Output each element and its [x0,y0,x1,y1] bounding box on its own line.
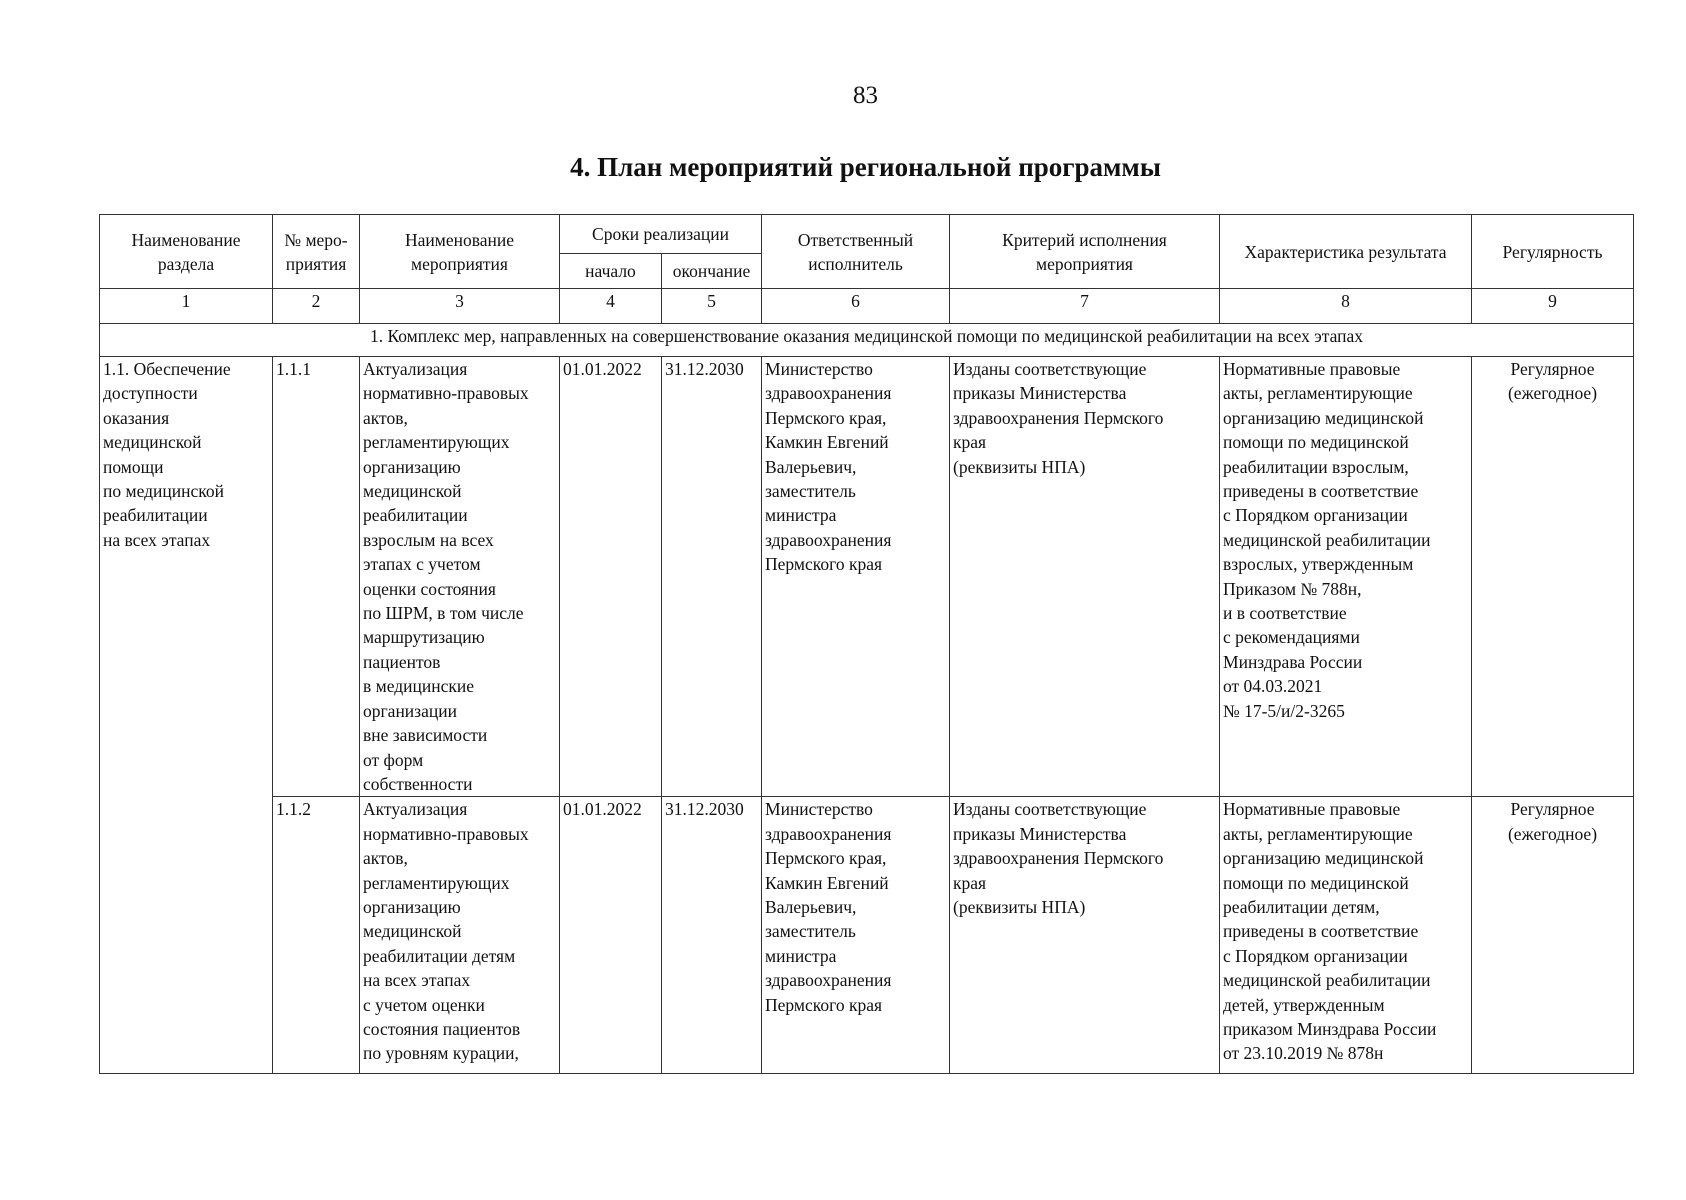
table-row [100,797,1634,1074]
column-number: 4 [560,289,662,324]
subsection-name: 1.1. Обеспечение доступности оказания медицинской помощи по медицинской реабилитации на всех этапах [100,357,273,1074]
header-end: окончание [662,254,762,289]
table-header-row [100,215,1634,254]
header-section-name: Наименование раздела [100,215,273,289]
column-number-row [100,289,1634,324]
section-heading: 1. Комплекс мер, направленных на совершенствование оказания медицинской помощи по медицинской реабилитации на всех этапах [100,324,1634,357]
regularity: Регулярное (ежегодное) [1472,357,1634,797]
column-number: 6 [762,289,950,324]
end-date: 31.12.2030 [662,797,762,1074]
header-event-number: № меро- приятия [273,215,360,289]
start-date: 01.01.2022 [560,357,662,797]
column-number: 1 [100,289,273,324]
action-plan-table [99,214,1634,1074]
regularity: Регулярное (ежегодное) [1472,797,1634,1074]
event-name: Актуализация нормативно-правовых актов, регламентирующих организацию медицинской реабилитации взрослым на всех этапах с учетом оценки состояния по ШРМ, в том числе маршрутизацию пациентов в медицинские организации вне зависимости от форм собственности [360,357,560,797]
event-name: Актуализация нормативно-правовых актов, регламентирующих организацию медицинской реабилитации детям на всех этапах с учетом оценки состояния пациентов по уровням курации, [360,797,560,1074]
event-number: 1.1.2 [273,797,360,1074]
header-regularity: Регулярность [1472,215,1634,289]
start-date: 01.01.2022 [560,797,662,1074]
end-date: 31.12.2030 [662,357,762,797]
header-criterion: Критерий исполнения мероприятия [950,215,1220,289]
header-result: Характеристика результата [1220,215,1472,289]
header-terms: Сроки реализации [560,215,762,254]
header-responsible: Ответственный исполнитель [762,215,950,289]
result-characteristic: Нормативные правовые акты, регламентирующие организацию медицинской помощи по медицинской реабилитации детям, приведены в соответствие с Порядком организации медицинской реабилитации детей, утвержденным приказом Минздрава России от 23.10.2019 № 878н [1220,797,1472,1074]
completion-criterion: Изданы соответствующие приказы Министерства здравоохранения Пермского края (реквизиты НПА) [950,357,1220,797]
page-number: 83 [853,82,878,109]
column-number: 9 [1472,289,1634,324]
responsible-executor: Министерство здравоохранения Пермского края, Камкин Евгений Валерьевич, заместитель министра здравоохранения Пермского края [762,357,950,797]
result-characteristic: Нормативные правовые акты, регламентирующие организацию медицинской помощи по медицинской реабилитации взрослым, приведены в соответствие с Порядком организации медицинской реабилитации взрослых, утвержденным Приказом № 788н, и в соответствие с рекомендациями Минздрава России от 04.03.2021 № 17-5/и/2-3265 [1220,357,1472,797]
column-number: 3 [360,289,560,324]
completion-criterion: Изданы соответствующие приказы Министерства здравоохранения Пермского края (реквизиты НПА) [950,797,1220,1074]
header-start: начало [560,254,662,289]
responsible-executor: Министерство здравоохранения Пермского края, Камкин Евгений Валерьевич, заместитель министра здравоохранения Пермского края [762,797,950,1074]
column-number: 5 [662,289,762,324]
document-title: 4. План мероприятий региональной программы [570,152,1161,182]
event-number: 1.1.1 [273,357,360,797]
column-number: 2 [273,289,360,324]
column-number: 7 [950,289,1220,324]
header-event-name: Наименование мероприятия [360,215,560,289]
column-number: 8 [1220,289,1472,324]
section-heading-row [100,324,1634,357]
table-row [100,357,1634,797]
